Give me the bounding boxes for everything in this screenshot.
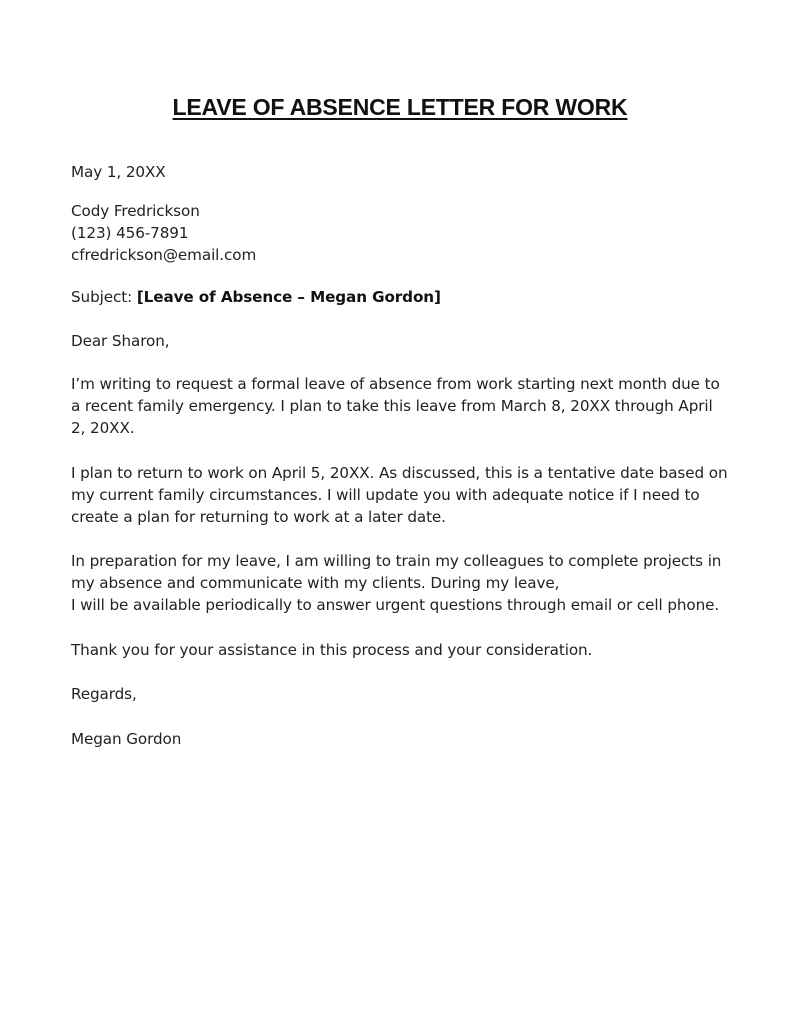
letter-date: May 1, 20XX [71, 163, 166, 181]
paragraph-line: In preparation for my leave, I am willing to train my colleagues to complete projects in [71, 552, 722, 570]
paragraph-line: my current family circumstances. I will update you with adequate notice if I need to [71, 486, 700, 504]
sender-email: cfredrickson@email.com [71, 246, 257, 264]
document-title: LEAVE OF ABSENCE LETTER FOR WORK [172, 94, 628, 120]
paragraph-thanks: Thank you for your assistance in this process and your consideration. [71, 641, 593, 659]
subject-value: [Leave of Absence – Megan Gordon] [136, 288, 441, 306]
paragraph-line: my absence and communicate with my clients. During my leave, [71, 574, 560, 592]
sender-phone: (123) 456-7891 [71, 224, 189, 242]
paragraph-line: I will be available periodically to answer urgent questions through email or cell phone. [71, 596, 720, 614]
signature-name: Megan Gordon [71, 730, 182, 748]
paragraph-request [71, 373, 736, 439]
paragraph-return-date [71, 462, 736, 528]
salutation: Dear Sharon, [71, 332, 170, 350]
subject-label: Subject: [71, 288, 133, 306]
paragraph-line: I’m writing to request a formal leave of absence from work starting next month due to [71, 375, 720, 393]
paragraph-line: a recent family emergency. I plan to take this leave from March 8, 20XX through April [71, 397, 713, 415]
closing: Regards, [71, 685, 137, 703]
paragraph-preparation [71, 550, 736, 616]
paragraph-line: 2, 20XX. [71, 419, 135, 437]
sender-name: Cody Fredrickson [71, 202, 200, 220]
paragraph-line: create a plan for returning to work at a later date. [71, 508, 446, 526]
paragraph-line: I plan to return to work on April 5, 20XX. As discussed, this is a tentative date based on [71, 464, 728, 482]
sender-block [71, 200, 736, 266]
subject-line [71, 286, 736, 308]
